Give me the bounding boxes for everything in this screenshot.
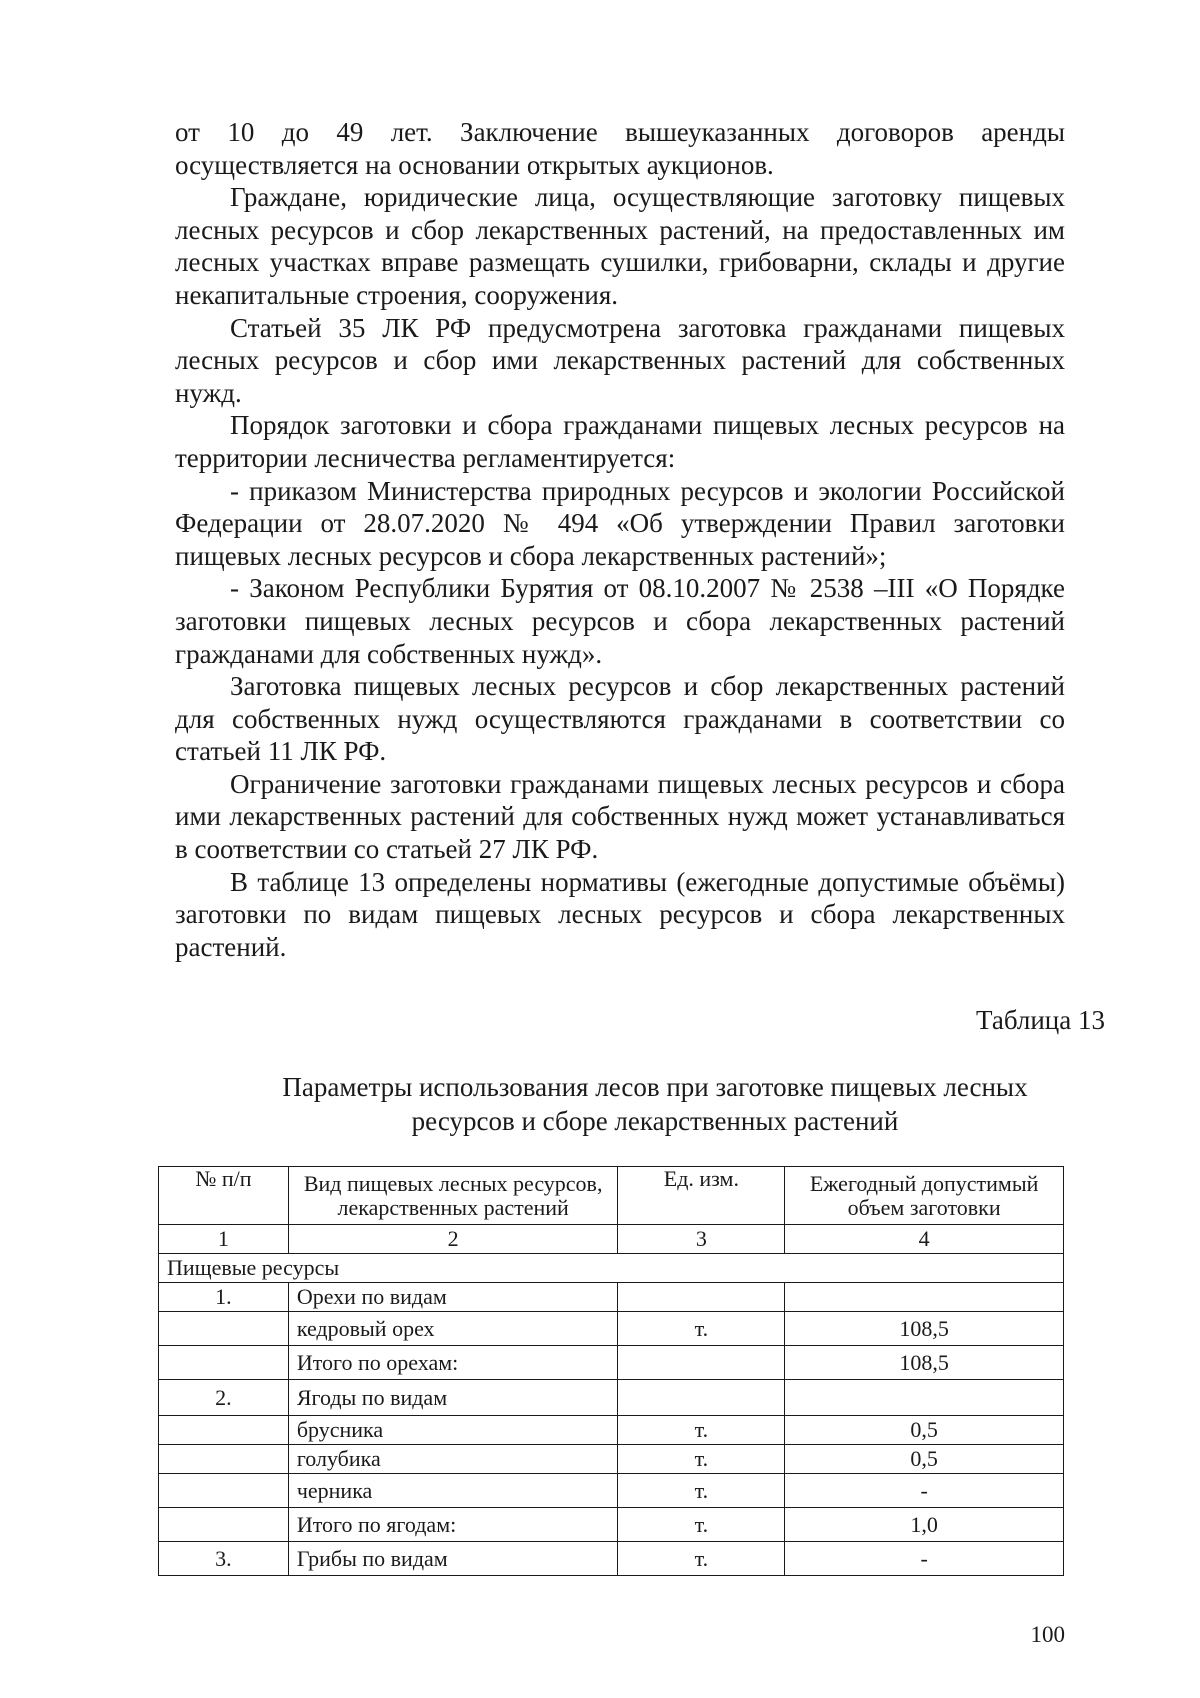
- header-number: № п/п: [159, 1167, 289, 1225]
- cell-resource-name: Орехи по видам: [288, 1283, 618, 1312]
- cell-unit: [618, 1283, 785, 1312]
- section-food-resources: Пищевые ресурсы: [159, 1254, 1064, 1283]
- page-number: 100: [1030, 1622, 1065, 1647]
- cell-volume: 0,5: [785, 1445, 1064, 1474]
- cell-unit: [618, 1346, 785, 1380]
- paragraph-7: Заготовка пищевых лесных ресурсов и сбор лекарственных растений для собственных нужд осуществляются гражданами в соответствии со статьей 11 ЛК РФ.: [175, 671, 1065, 767]
- header-unit: Ед. изм.: [618, 1167, 785, 1225]
- paragraph-9: В таблице 13 определены нормативы (ежегодные допустимые объёмы) заготовки по видам пищевых лесных ресурсов и сбора лекарственных растений.: [175, 866, 1065, 962]
- table-label: Таблица 13: [976, 1005, 1105, 1035]
- table-row: [159, 1346, 1064, 1380]
- cell-number: 2.: [159, 1380, 289, 1416]
- table-header-row: [159, 1167, 1064, 1225]
- cell-resource-name: Грибы по видам: [288, 1542, 618, 1576]
- cell-volume: 0,5: [785, 1416, 1064, 1445]
- paragraph-3: Статьей 35 ЛК РФ предусмотрена заготовка гражданами пищевых лесных ресурсов и сбор ими лекарственных растений для собственных нужд.: [175, 312, 1065, 408]
- column-number-3: 3: [618, 1225, 785, 1254]
- header-resource-type: Вид пищевых лесных ресурсов, лекарственных растений: [288, 1167, 618, 1225]
- paragraph-6: - Законом Республики Бурятия от 08.10.2007 № 2538 –III «О Порядке заготовки пищевых лесных ресурсов и сбора лекарственных растений гражданами для собственных нужд».: [175, 573, 1065, 669]
- cell-resource-name: брусника: [288, 1416, 618, 1445]
- column-number-2: 2: [288, 1225, 618, 1254]
- cell-number: [159, 1312, 289, 1346]
- paragraph-1: от 10 до 49 лет. Заключение вышеуказанных договоров аренды осуществляется на основании открытых аукционов.: [175, 117, 1065, 180]
- cell-unit: т.: [618, 1474, 785, 1508]
- cell-number: 3.: [159, 1542, 289, 1576]
- table-title-line-1: Параметры использования лесов при заготовке пищевых лесных: [282, 1072, 1028, 1102]
- cell-volume: [785, 1380, 1064, 1416]
- table-row: [159, 1416, 1064, 1445]
- table-row: [159, 1312, 1064, 1346]
- cell-unit: т.: [618, 1445, 785, 1474]
- table-row: [159, 1474, 1064, 1508]
- cell-unit: т.: [618, 1542, 785, 1576]
- body-text: [175, 116, 1065, 963]
- cell-unit: т.: [618, 1416, 785, 1445]
- cell-number: [159, 1445, 289, 1474]
- column-number-4: 4: [785, 1225, 1064, 1254]
- paragraph-8: Ограничение заготовки гражданами пищевых лесных ресурсов и сбора ими лекарственных растений для собственных нужд может устанавливаться в соответствии со статьей 27 ЛК РФ.: [175, 768, 1065, 865]
- paragraph-5: - приказом Министерства природных ресурсов и экологии Российской Федерации от 28.07.2020 № 494 «Об утверждении Правил заготовки пищевых лесных ресурсов и сбора лекарственных растений»;: [175, 475, 1065, 571]
- cell-number: 1.: [159, 1283, 289, 1312]
- table-title: [255, 1070, 1055, 1138]
- table-row: [159, 1380, 1064, 1416]
- cell-number: [159, 1474, 289, 1508]
- table-row: [159, 1542, 1064, 1576]
- cell-resource-name: голубика: [288, 1445, 618, 1474]
- table-row: [159, 1445, 1064, 1474]
- cell-number: [159, 1508, 289, 1542]
- cell-number: [159, 1346, 289, 1380]
- section-row: [159, 1254, 1064, 1283]
- cell-unit: т.: [618, 1508, 785, 1542]
- cell-volume: 1,0: [785, 1508, 1064, 1542]
- cell-resource-name: кедровый орех: [288, 1312, 618, 1346]
- paragraph-4: Порядок заготовки и сбора гражданами пищевых лесных ресурсов на территории лесничества регламентируется:: [175, 410, 1065, 473]
- cell-volume: 108,5: [785, 1346, 1064, 1380]
- norms-table: [158, 1166, 1064, 1576]
- table-row: [159, 1508, 1064, 1542]
- cell-volume: -: [785, 1542, 1064, 1576]
- cell-resource-name: Итого по ягодам:: [288, 1508, 618, 1542]
- cell-number: [159, 1416, 289, 1445]
- cell-resource-name: Ягоды по видам: [288, 1380, 618, 1416]
- cell-unit: [618, 1380, 785, 1416]
- cell-volume: [785, 1283, 1064, 1312]
- cell-volume: 108,5: [785, 1312, 1064, 1346]
- table-row: [159, 1283, 1064, 1312]
- paragraph-2: Граждане, юридические лица, осуществляющие заготовку пищевых лесных ресурсов и сбор лекарственных растений, на предоставленных им лесных участках вправе размещать сушилки, грибоварни, склады и другие некапитальные строения, сооружения.: [175, 182, 1065, 310]
- column-number-1: 1: [159, 1225, 289, 1254]
- cell-resource-name: Итого по орехам:: [288, 1346, 618, 1380]
- table-title-line-2: ресурсов и сборе лекарственных растений: [411, 1106, 899, 1136]
- cell-volume: -: [785, 1474, 1064, 1508]
- header-annual-volume: Ежегодный допустимый объем заготовки: [785, 1167, 1064, 1225]
- column-number-row: [159, 1225, 1064, 1254]
- cell-unit: т.: [618, 1312, 785, 1346]
- cell-resource-name: черника: [288, 1474, 618, 1508]
